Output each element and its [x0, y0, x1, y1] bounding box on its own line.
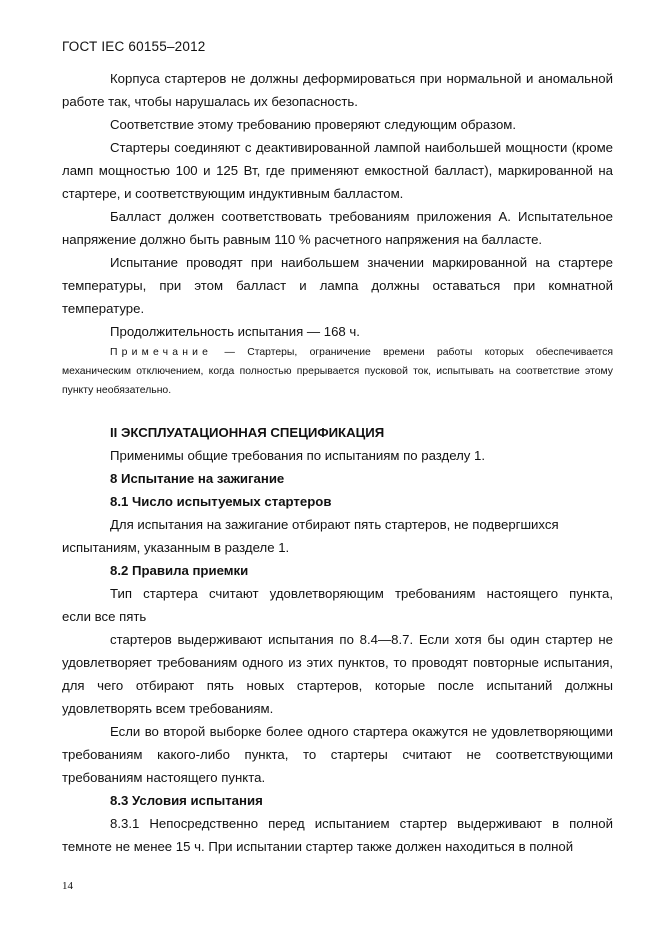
note — [62, 343, 613, 400]
note-label: Примечание — [110, 347, 213, 358]
document-header: ГОСТ IEC 60155–2012 — [62, 39, 206, 54]
paragraph: испытаниям, указанным в разделе 1. — [62, 540, 290, 555]
note-text: — Стартеры, ограничение времени работы которых обеспечивается механическим отключением, когда полностью прерывается пусковой ток, испытывать на соответствие этому пункту необязательно. — [62, 347, 613, 396]
paragraph: Тип стартера считают удовлетворяющим требованиям настоящего пункта, — [110, 586, 613, 601]
document-body — [62, 67, 613, 858]
paragraph: Испытание проводят при наибольшем значении маркированной на стартере температуры, при этом балласт и лампа должны оставаться при комнатной температуре. — [62, 255, 613, 316]
paragraph: Продолжительность испытания — 168 ч. — [110, 324, 360, 339]
paragraph: Корпуса стартеров не должны деформироваться при нормальной и аномальной работе так, чтобы нарушалась их безопасность. — [62, 71, 613, 109]
clause-heading-8-3: 8.3 Условия испытания — [110, 793, 263, 808]
clause-heading-8: 8 Испытание на зажигание — [110, 471, 285, 486]
paragraph: 8.3.1 Непосредственно перед испытанием стартер выдерживают в полной темноте не менее 15 ч. При испытании стартер также должен находиться в полной — [62, 816, 613, 854]
clause-heading-8-2: 8.2 Правила приемки — [110, 563, 249, 578]
paragraph: Соответствие этому требованию проверяют следующим образом. — [110, 117, 517, 132]
paragraph: если все пять — [62, 609, 147, 624]
clause-heading-8-1: 8.1 Число испытуемых стартеров — [110, 494, 332, 509]
paragraph: Балласт должен соответствовать требованиям приложения А. Испытательное напряжение должно быть равным 110 % расчетного напряжения на балласте. — [62, 209, 613, 247]
page-number: 14 — [62, 880, 73, 892]
paragraph: Стартеры соединяют с деактивированной лампой наибольшей мощности (кроме ламп мощностью 100 и 125 Вт, где применяют емкостной балласт), маркированной на стартере, и соответствующим индуктивным балластом. — [62, 140, 613, 201]
paragraph: стартеров выдерживают испытания по 8.4—8.7. Если хотя бы один стартер не удовлетворяет требованиям одного из этих пунктов, то проводят повторные испытания, для чего отбирают пять новых стартеров, которые после испытаний должны удовлетворять всем требованиям. — [62, 632, 613, 716]
paragraph: Для испытания на зажигание отбирают пять стартеров, не подвергшихся — [110, 517, 559, 532]
paragraph: Если во второй выборке более одного стартера окажутся не удовлетворяющими требованиям какого-либо пункта, то стартеры считают не соответствующими требованиям настоящего пункта. — [62, 724, 613, 785]
paragraph: Применимы общие требования по испытаниям по разделу 1. — [110, 448, 486, 463]
section-heading: II ЭКСПЛУАТАЦИОННАЯ СПЕЦИФИКАЦИЯ — [110, 425, 385, 440]
